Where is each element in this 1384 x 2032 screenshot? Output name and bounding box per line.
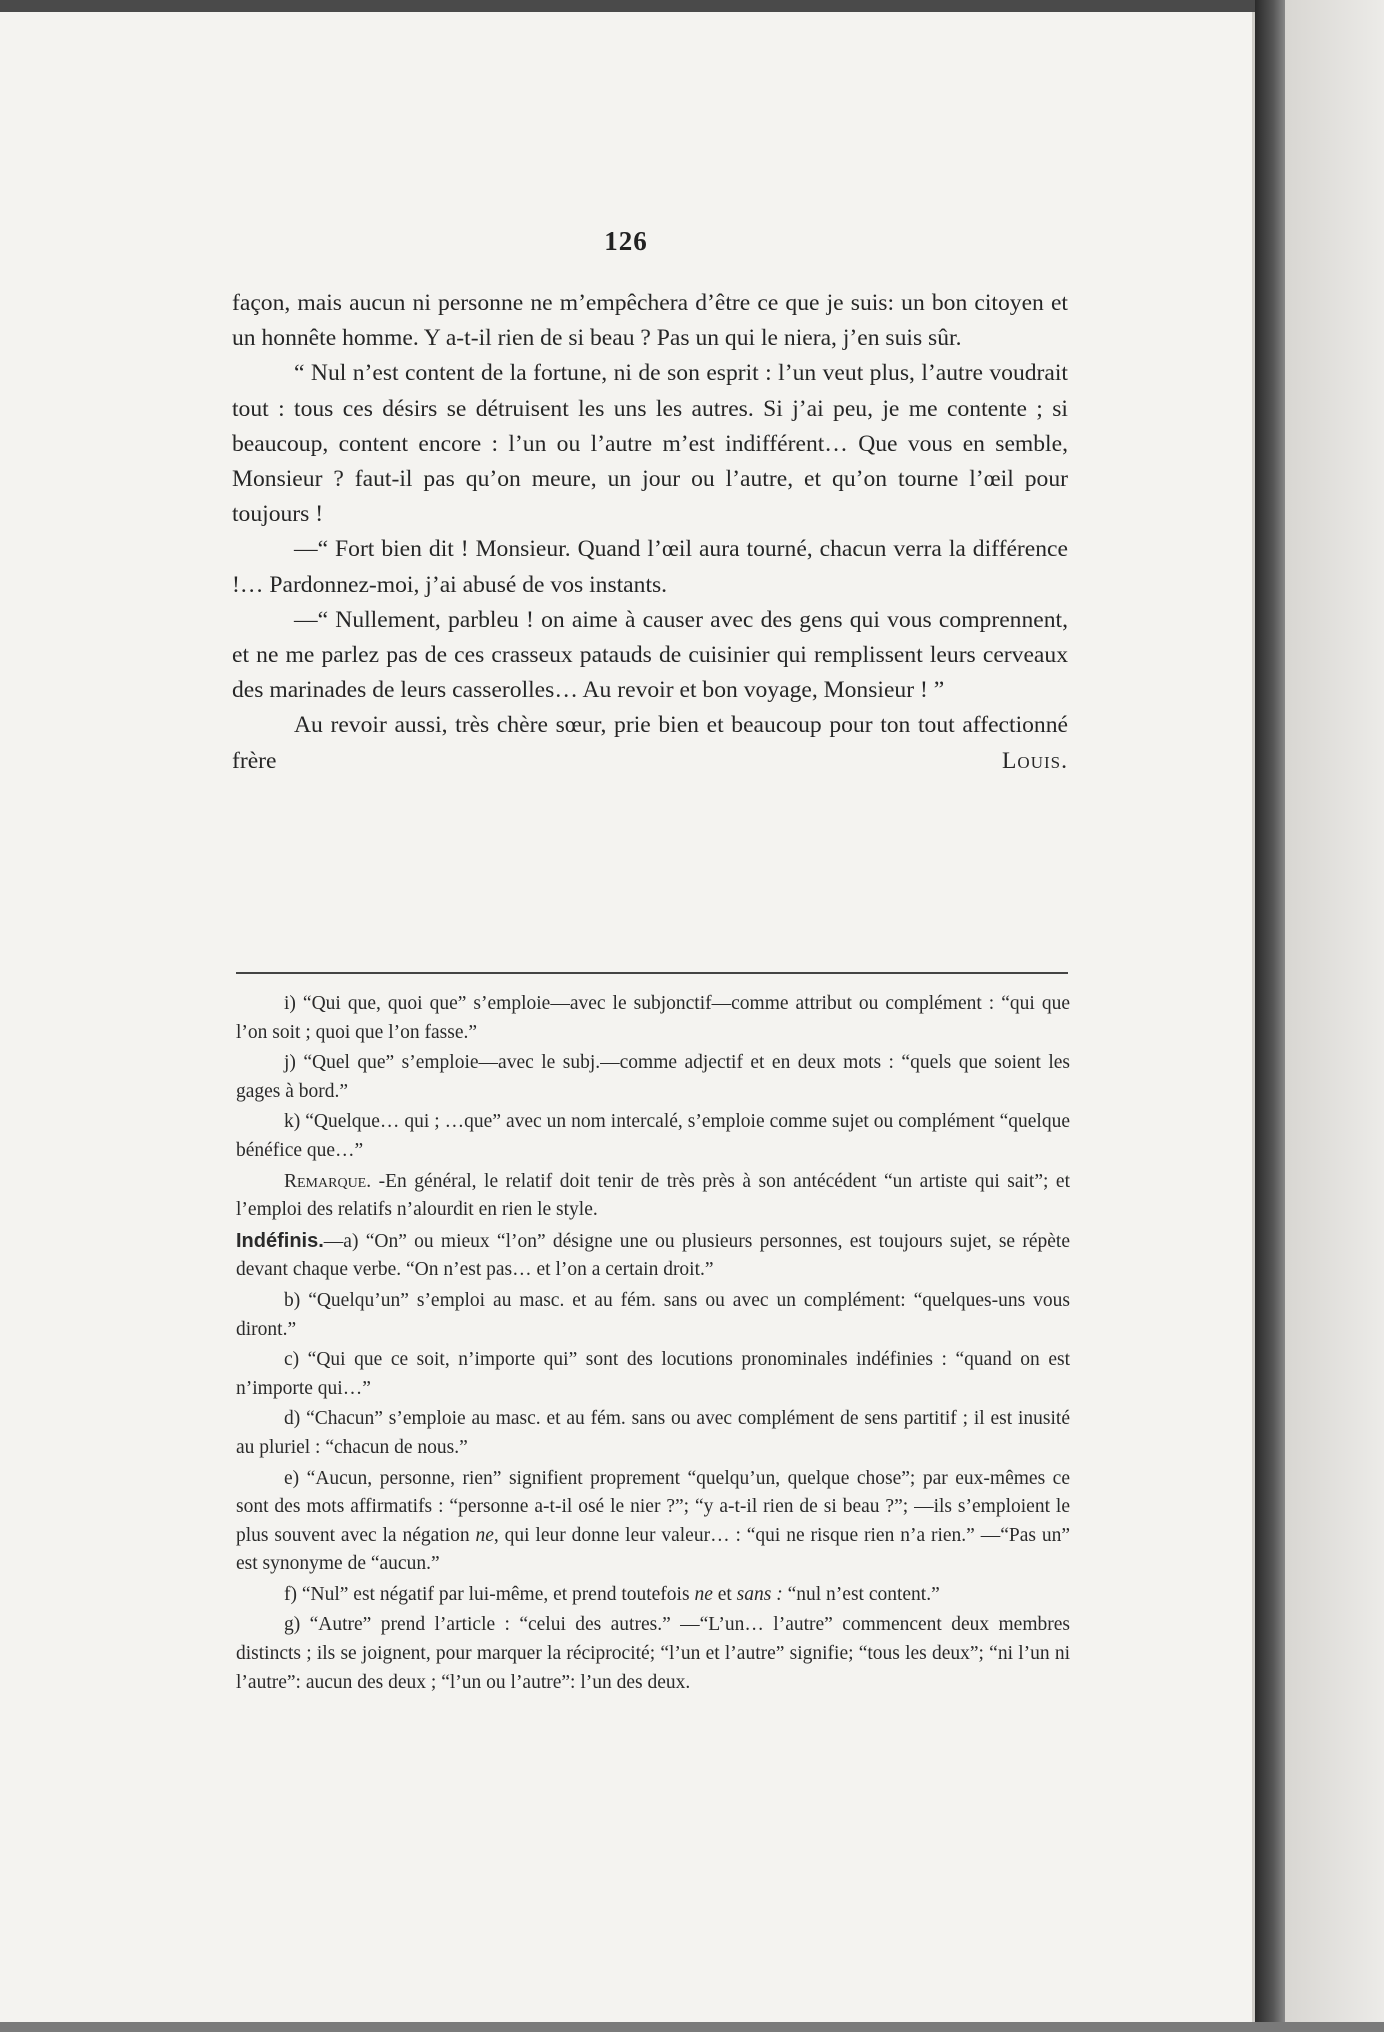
letter-paragraph: Au revoir aussi, très chère sœur, prie bien et beaucoup pour ton tout affectionné frère (232, 712, 1068, 774)
footnote-divider (236, 972, 1068, 974)
note-k: k) “Quelque… qui ; …que” avec un nom intercalé, s’emploie comme sujet ou complément “quelque bénéfice que…” (236, 1111, 1070, 1161)
note-e-italic: ne (475, 1524, 494, 1546)
note-f-and: et (712, 1583, 737, 1605)
indefinis-heading: Indéfinis. (236, 1229, 324, 1252)
note-f-italic-sans: sans : (736, 1583, 783, 1605)
note-e-text: e) “Aucun, personne, rien” signifient proprement “quelqu’un, quelque chose”; par eux-mêmes ce sont des mots affirmatifs : “personne a-t-il osé le nier ?”; “y a-t-il rien de si beau ?”; —ils s’emploient le plus souvent avec la négation (236, 1467, 1070, 1546)
note-i: i) “Qui que, quoi que” s’emploie—avec le subjonctif—comme attribut ou complément : “qui que l’on soit ; quoi que l’on fasse.” (236, 993, 1070, 1043)
letter-paragraph: façon, mais aucun ni personne ne m’empêchera d’être ce que je suis: un bon citoyen et un honnête homme. Y a-t-il rien de si beau ? Pas un qui le niera, j’en suis sûr. (232, 290, 1068, 352)
grammar-notes (236, 990, 1070, 1699)
note-remarque (236, 1168, 1070, 1225)
facing-page-edge (1285, 0, 1384, 2032)
letter-body (232, 286, 1068, 779)
note-indefinis (236, 1227, 1070, 1285)
letter-paragraph: —“ Nullement, parbleu ! on aime à causer avec des gens qui vous comprennent, et ne me parlez pas de ces crasseux patauds de cuisinier qui remplissent leurs cerveaux des marinades de leurs casserolles… Au revoir et bon voyage, Monsieur ! ” (232, 606, 1068, 704)
page-number: 126 (604, 226, 648, 256)
book-gutter (1255, 0, 1285, 2032)
scan-top-edge (0, 0, 1384, 12)
indefinis-a-text: —a) “On” ou mieux “l’on” désigne une ou plusieurs personnes, est toujours sujet, se répète devant chaque verbe. “On n’est pas… et l’on a certain droit.” (236, 1230, 1070, 1281)
note-e-text-end: , qui leur donne leur valeur… : “qui ne risque rien n’a rien.” —“Pas un” est synonyme de “aucun.” (236, 1524, 1070, 1575)
book-page (0, 12, 1255, 2022)
note-e (236, 1465, 1070, 1579)
note-c: c) “Qui que ce soit, n’importe qui” sont des locutions pronominales indéfinies : “quand on est n’importe qui…” (236, 1349, 1070, 1399)
scan-bottom-edge (0, 2022, 1384, 2032)
letter-paragraph: “ Nul n’est content de la fortune, ni de son esprit : l’un veut plus, l’autre voudrait tout : tous ces désirs se détruisent les uns les autres. Si j’ai peu, je me contente ; si beaucoup, content encore : l’un ou l’autre m’est indifférent… Que vous en semble, Monsieur ? faut-il pas qu’on meure, un jour ou l’autre, et qu’on tourne l’œil pour toujours ! (232, 360, 1068, 528)
note-g: g) “Autre” prend l’article : “celui des autres.” —“L’un… l’autre” commencent deux membres distincts ; ils se joignent, pour marquer la réciprocité; “l’un et l’autre” signifie; “tous les deux”; “ni l’un ni l’autre”: aucun des deux ; “l’un ou l’autre”: l’un des deux. (236, 1614, 1070, 1693)
note-f (236, 1581, 1070, 1610)
remarque-text: -En général, le relatif doit tenir de très près à son antécédent “un artiste qui sait”; et l’emploi des relatifs n’alourdit en rien le style. (236, 1170, 1070, 1221)
signature: Louis. (1002, 747, 1068, 774)
note-f-text: f) “Nul” est négatif par lui-même, et prend toutefois (284, 1583, 695, 1605)
note-b: b) “Quelqu’un” s’emploi au masc. et au fém. sans ou avec un complément: “quelques-uns vous diront.” (236, 1289, 1070, 1340)
note-d: d) “Chacun” s’emploie au masc. et au fém. sans ou avec complément de sens partitif ; il est inusité au pluriel : “chacun de nous.” (236, 1408, 1070, 1458)
remarque-label: Remarque. (284, 1170, 372, 1192)
letter-paragraph: —“ Fort bien dit ! Monsieur. Quand l’œil aura tourné, chacun verra la différence !… Pardonnez-moi, j’ai abusé de vos instants. (232, 536, 1068, 598)
note-j: j) “Quel que” s’emploie—avec le subj.—comme adjectif et en deux mots : “quels que soient les gages à bord.” (236, 1052, 1070, 1102)
note-f-text-end: “nul n’est content.” (782, 1583, 940, 1605)
note-f-italic-ne: ne (694, 1583, 713, 1605)
